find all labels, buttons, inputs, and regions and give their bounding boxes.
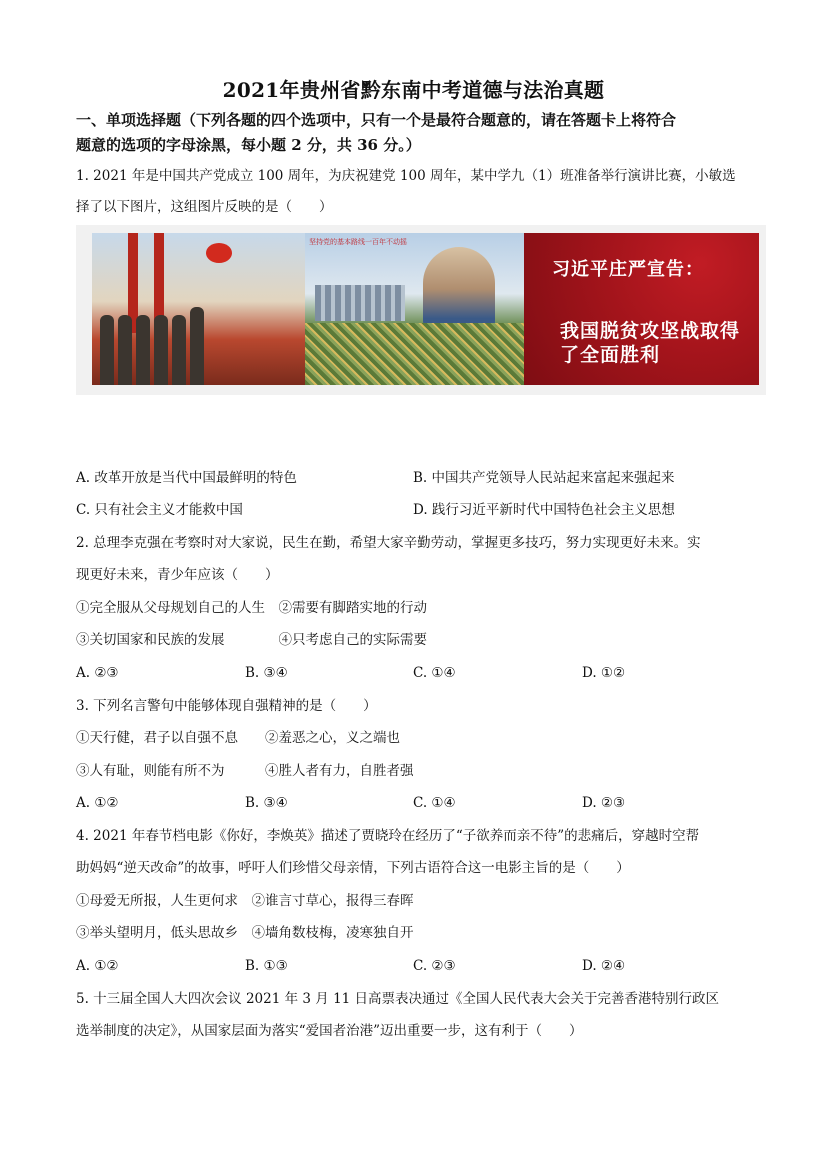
poster-message: 我国脱贫攻坚战取得了全面胜利 <box>560 320 741 366</box>
option-c[interactable]: C. 只有社会主义才能救中国 <box>76 502 243 518</box>
panel-banner-text: 坚持党的基本路线一百年不动摇 <box>309 238 407 246</box>
option-a[interactable]: A. ①② <box>76 958 119 974</box>
flower-field <box>305 323 524 385</box>
city-skyline <box>315 285 405 321</box>
question-1-text: 1. 2021 年是中国共产党成立 100 周年，为庆祝建党 100 周年，某中学九（1）班准备举行演讲比赛，小敏选 <box>76 168 736 184</box>
option-b[interactable]: B. 中国共产党领导人民站起来富起来强起来 <box>413 470 675 486</box>
option-b[interactable]: B. ③④ <box>245 795 288 811</box>
section-heading <box>76 108 766 158</box>
option-c[interactable]: C. ②③ <box>413 958 456 974</box>
option-d[interactable]: D. ①② <box>582 665 626 681</box>
section-heading-line: 题意的选项的字母涂黑，每小题 2 分，共 36 分。） <box>76 136 421 154</box>
statement-line: ③人有耻，则能有所不为 ④胜人者有力，自胜者强 <box>76 763 414 779</box>
reform-opening-photo <box>305 233 524 385</box>
option-d[interactable]: D. 践行习近平新时代中国特色社会主义思想 <box>413 502 675 518</box>
option-c[interactable]: C. ①④ <box>413 665 456 681</box>
poster-heading: 习近平庄严宣告： <box>552 259 704 280</box>
option-a[interactable]: A. ②③ <box>76 665 119 681</box>
option-a[interactable]: A. 改革开放是当代中国最鲜明的特色 <box>76 470 297 486</box>
question-4-text: 4. 2021 年春节档电影《你好，李焕英》描述了贾晓玲在经历了“子欲养而亲不待”的悲痛后，穿越时空帮 <box>76 828 700 844</box>
question-3-text: 3. 下列名言警句中能够体现自强精神的是（ ） <box>76 698 377 714</box>
question-5-text: 选举制度的决定》，从国家层面为落实“爱国者治港”迈出重要一步，这有利于（ ） <box>76 1023 583 1039</box>
option-c[interactable]: C. ①④ <box>413 795 456 811</box>
statement-line: ③关切国家和民族的发展 ④只考虑自己的实际需要 <box>76 632 427 648</box>
statement-line: ③举头望明月，低头思故乡 ④墙角数枝梅，凌寒独自开 <box>76 925 414 941</box>
poverty-alleviation-poster <box>524 233 759 385</box>
question-2-text: 现更好未来，青少年应该（ ） <box>76 567 279 583</box>
section-heading-line: 一、单项选择题（下列各题的四个选项中，只有一个是最符合题意的，请在答题卡上将符合 <box>76 111 677 129</box>
question-4-options-row <box>76 957 766 975</box>
question-1-options-row <box>76 501 766 519</box>
option-a[interactable]: A. ①② <box>76 795 119 811</box>
option-b[interactable]: B. ③④ <box>245 665 288 681</box>
option-b[interactable]: B. ①③ <box>245 958 288 974</box>
question-3-options-row <box>76 794 766 812</box>
statement-line: ①天行健，君子以自强不息 ②羞恶之心，义之端也 <box>76 730 400 746</box>
question-1-options-row <box>76 469 766 487</box>
option-d[interactable]: D. ②③ <box>582 795 626 811</box>
portrait-figure <box>423 247 495 331</box>
lantern-icon <box>206 243 232 263</box>
statement-line: ①完全服从父母规划自己的人生 ②需要有脚踏实地的行动 <box>76 600 427 616</box>
statement-line: ①母爱无所报，人生更何求 ②谁言寸草心，报得三春晖 <box>76 893 414 909</box>
page-title: 2021年贵州省黔东南中考道德与法治真题 <box>222 78 605 102</box>
question-1-figure <box>76 225 766 395</box>
question-2-text: 2. 总理李克强在考察时对大家说，民生在勤，希望大家辛勤劳动，掌握更多技巧，努力实现更好未来。实 <box>76 535 701 551</box>
question-4-text: 助妈妈“逆天改命”的故事，呼吁人们珍惜父母亲情，下列古语符合这一电影主旨的是（ ） <box>76 860 630 876</box>
question-2-options-row <box>76 664 766 682</box>
question-5-text: 5. 十三届全国人大四次会议 2021 年 3 月 11 日高票表决通过《全国人民代表大会关于完善香港特别行政区 <box>76 991 720 1007</box>
question-1-text: 择了以下图片，这组图片反映的是（ ） <box>76 199 333 215</box>
founding-ceremony-photo <box>92 233 305 385</box>
option-d[interactable]: D. ②④ <box>582 958 626 974</box>
